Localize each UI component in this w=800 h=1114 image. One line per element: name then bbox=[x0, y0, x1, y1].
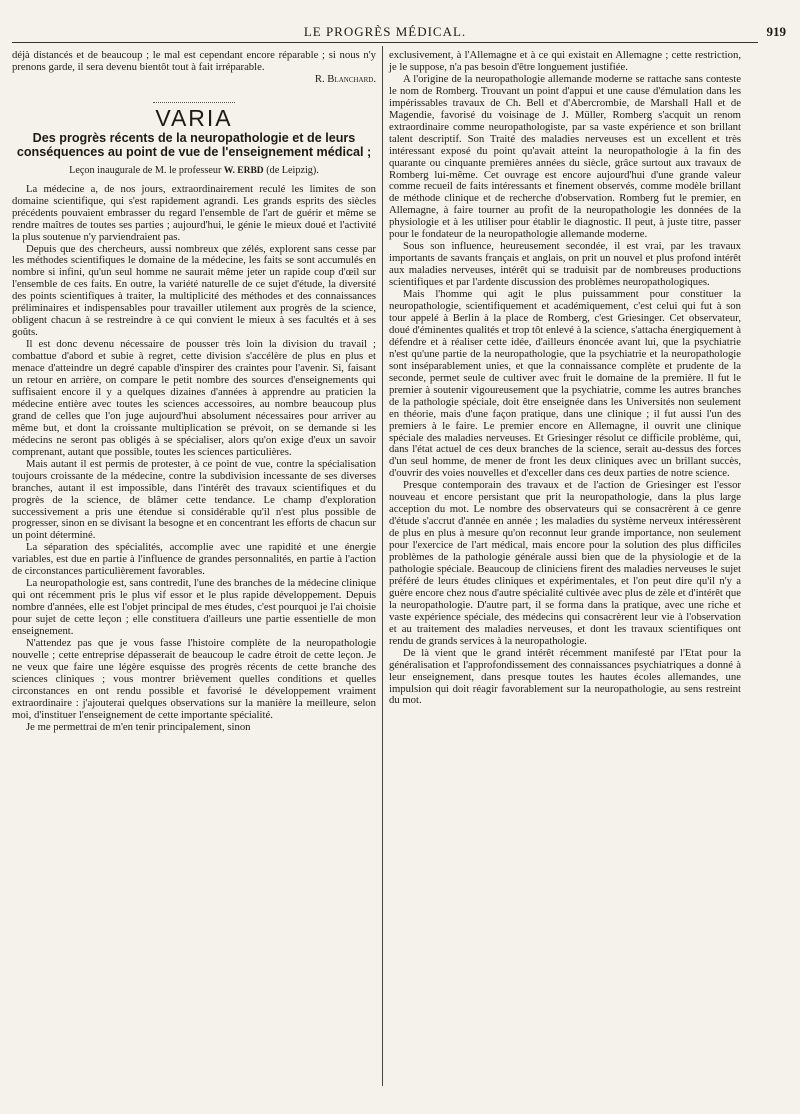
paragraph: Mais l'homme qui agit le plus puissamment pour constituer la neuropathologie, scientifiquement et académiquement, c'est celui qui fut à son tour appelé à Berlin à la place de Romberg, c'est Griesinger. Cet observateur, doué d'éminentes qualités et trop tôt enlevé à la science, s'attacha énergiquement à défendre et à réaliser cette idée, d'ailleurs énoncée avant lui, que la psychiatrie n'est qu'une partie de la neuropathologie, que la psychiatrie et la neuropathologie sont inséparablement unies, et que la connaissance complète et prudente de la seconde, permet seule de cultiver avec fruit le domaine de la première. Il fut le premier à soutenir vigoureusement que la psychiatrie, comme les autres branches de la pathologie spéciale, doit être enseignée dans les Universités non seulement en théorie, mais d'une façon pratique, dans une clinique ; il fut aussi l'un des premiers à le faire. Le premier encore en Allemagne, il ouvrit une clinique spéciale des maladies nerveuses. Et Griesinger résolut ce difficile problème, qui, dans l'état actuel de ces deux branches de la science, serait au-dessus des forces d'un seul homme, de mener de front les deux cliniques avec un brillant succès, d'ouvrir des voies nouvelles et d'exceller dans ces deux parties de notre science. bbox=[389, 288, 741, 480]
paragraph: Il est donc devenu nécessaire de pousser très loin la division du travail ; combattue d'abord et subie à regret, cette division s'accélère de plus en plus et menace d'atteindre un degré capable d'inspirer des craintes pour l'avenir. Si, faisant un retour en arrière, on compare le petit nombre des sources d'enseignements qui suffisaient encore il y a quelques dizaines d'années à apprendre au praticien la médecine entière avec toutes les sciences accessoires, au nombre beaucoup plus grand de celles que l'on juge aujourd'hui absolument nécessaires pour arriver au même but, et dont la croissante multiplication se prévoit, on se demande si les médecins ne seront pas obligés à se spécialiser, alors qu'on exige d'eux un savoir comprenant, autant que possible, toutes les sciences particulières. bbox=[12, 338, 376, 458]
lecture-suffix: (de Leipzig). bbox=[266, 164, 319, 176]
section-heading: VARIA bbox=[155, 104, 233, 131]
paragraph: Presque contemporain des travaux et de l'action de Griesinger est l'essor nouveau et encore persistant que prit la neuropathologie, dans la plus large acception du mot. Le nombre des observateurs qui se consacrèrent à ce genre d'étude s'accrut d'année en année ; les maladies du système nerveux intéressèrent de plus en plus à mesure qu'on reconnut leur grande importance, non seulement pour l'exercice de l'art médical, mais encore pour la solution des plus difficiles problèmes de la pathologie générale aussi bien que de la physiologie et de la pathologie spéciale. Beaucoup de cliniciens firent des maladies nerveuses le sujet préféré de leurs études cliniques et expérimentales, et l'on peut dire qu'il n'y a guère encore chez nous d'autre spécialité cultivée avec plus de zèle et d'intérêt que la neuropathologie. D'autre part, il se forma dans la pratique, avec une riche et vaste expérience spéciale, des médecins qui consacrèrent leur vie à l'observation et au traitement des maladies nerveuses, et dont les travaux scientifiques ont rendu de grands services à la neuropathologie. bbox=[389, 479, 741, 647]
paragraph: A l'origine de la neuropathologie allemande moderne se rattache sans conteste le nom de Romberg. Trouvant un point d'appui et une cause d'émulation dans les impérissables travaux de Ch. Bell et d'Abercrombie, de Marshall Hall et de Magendie, favorisé du voisinage de J. Müller, Romberg s'acquit un renom extraordinaire comme neuropathologiste, par sa vaste expérience et son brillant talent descriptif. Son Traité des maladies nerveuses est un excellent et très intéressant exposé du point qu'avait atteint la neuropathologie à la fin des quarante ou cinquante premières années du siècle, grâce surtout aux travaux de Romberg lui-même. Cet ouvrage est encore aujourd'hui d'une grande valeur comme recueil de faits intéressants et finement observés, comme modèle brillant de méthode clinique et de recherche d'observation. Romberg fut le premier, en Allemagne, à faire tourner au profit de la neuropathologie les données de la physiologie et à les utiliser pour établir le diagnostic. Il peut, à juste titre, passer pour le fondateur de la neuropathologie allemande moderne. bbox=[389, 72, 741, 241]
paragraph: La médecine a, de nos jours, extraordinairement reculé les limites de son domaine scientifique, qui s'est rapidement agrandi. Les grands esprits des siècles précédents pouvaient embrasser du regard l'ensemble de l'art de guérir et même se rendre maîtres de toutes ses parties ; aujourd'hui, le génie le mieux doué et l'activité la plus soutenue n'y parviendraient pas. bbox=[12, 182, 376, 243]
running-header bbox=[12, 22, 786, 43]
paragraph: N'attendez pas que je vous fasse l'histoire complète de la neuropathologie nouvelle ; cette entreprise dépasserait de beaucoup le cadre étroit de cette leçon. Je ne veux que faire une légère esquisse des progrès récents de cette branche des sciences cliniques ; vous montrer brièvement quelles conditions et quelles circonstances en ont rendu possible et favorisé le développement vraiment extraordinaire : j'ajouterai quelques observations sur la manière la meilleure, selon moi, d'instituer l'enseignement de cette importante spécialité. bbox=[12, 636, 376, 721]
lecture-prefix: Leçon inaugurale de M. le professeur bbox=[69, 164, 222, 176]
right-column bbox=[389, 50, 741, 707]
author-signature bbox=[12, 74, 376, 86]
paragraph: Mais autant il est permis de protester, à ce point de vue, contre la spécialisation toujours croissante de la médecine, contre la subdivision incessante de ses diverses branches, autant il est impossible, dans l'intérêt des travaux scientifiques et du progrès de la science, de blâmer cette tendance. Le champ d'exploration successivement a pris une étendue si considérable qu'il n'est plus possible de progresser, sinon en se divisant la besogne et en concentrant les efforts de chacun sur un point déterminé. bbox=[12, 457, 376, 542]
paragraph: La neuropathologie est, sans contredit, l'une des branches de la médecine clinique qui ont récemment pris le plus vif essor et le plus rapide développement. Depuis nombre d'années, elle est l'objet principal de mes études, c'est pourquoi je l'ai choisie pour sujet de cette leçon ; elle constituera d'ailleurs une partie essentielle de mon enseignement. bbox=[12, 577, 376, 638]
paragraph: La séparation des spécialités, accomplie avec une rapidité et une énergie variables, est due en partie à l'influence de grandes personnalités, en partie à l'action de circonstances particulièrement favorables. bbox=[12, 541, 376, 578]
paragraph: Sous son influence, heureusement secondée, il est vrai, par les travaux importants de savants français et anglais, on prit un nouvel et plus profond intérêt aux maladies nerveuses, intérêt qui se traduisit par de nombreuses productions scientifiques et par l'ardente discussion des problèmes neuropathologiques. bbox=[389, 240, 741, 289]
lecture-author: W. ERBD bbox=[223, 165, 264, 176]
page-number: 919 bbox=[766, 24, 786, 39]
lecture-byline bbox=[12, 165, 376, 178]
paragraph: De là vient que le grand intérêt récemment manifesté par l'Etat pour la généralisation et l'approfondissement des connaissances psychiatriques a donné à leur enseignement, dans presque toutes les hautes écoles allemandes, une impulsion qui doit réagir favorablement sur la neuropathologie, au sens restreint du mot. bbox=[389, 646, 741, 707]
paragraph: Depuis que des chercheurs, aussi nombreux que zélés, explorent sans cesse par les méthodes scientifiques le domaine de la médecine, les faits se sont accumulés en nombre si infini, qu'un seul homme ne saurait même jeter un rapide coup d'œil sur l'ensemble de ces faits. En outre, la variété naturelle de ce sujet d'étude, la diversité des points scientifiques à traiter, la multiplicité des méthodes et des connaissances préliminaires et indispensables pour travailler utilement aux progrès de la science, obligent chacun à se restreindre à ce qui convient le mieux à ses facultés et à ses goûts. bbox=[12, 242, 376, 339]
signature-text: R. Blanchard. bbox=[314, 72, 376, 85]
article-title: Des progrès récents de la neuropathologie et de leurs conséquences au point de vue de l'enseignement médical ; bbox=[16, 130, 372, 160]
journal-title: LE PROGRÈS MÉDICAL. bbox=[303, 24, 467, 39]
paragraph: exclusivement, à l'Allemagne et à ce qui existait en Allemagne ; cette restriction, je le suppose, n'a pas besoin d'être longuement justifiée. bbox=[389, 49, 741, 73]
continued-text: déjà distancés et de beaucoup ; le mal est cependant encore réparable ; si nous n'y prenons garde, il sera devenu bientôt tout à fait irréparable. bbox=[12, 49, 376, 73]
left-column bbox=[12, 50, 376, 734]
paragraph: Je me permettrai de m'en tenir principalement, sinon bbox=[26, 720, 251, 733]
separator-rule bbox=[153, 102, 235, 103]
column-divider bbox=[382, 46, 383, 1086]
